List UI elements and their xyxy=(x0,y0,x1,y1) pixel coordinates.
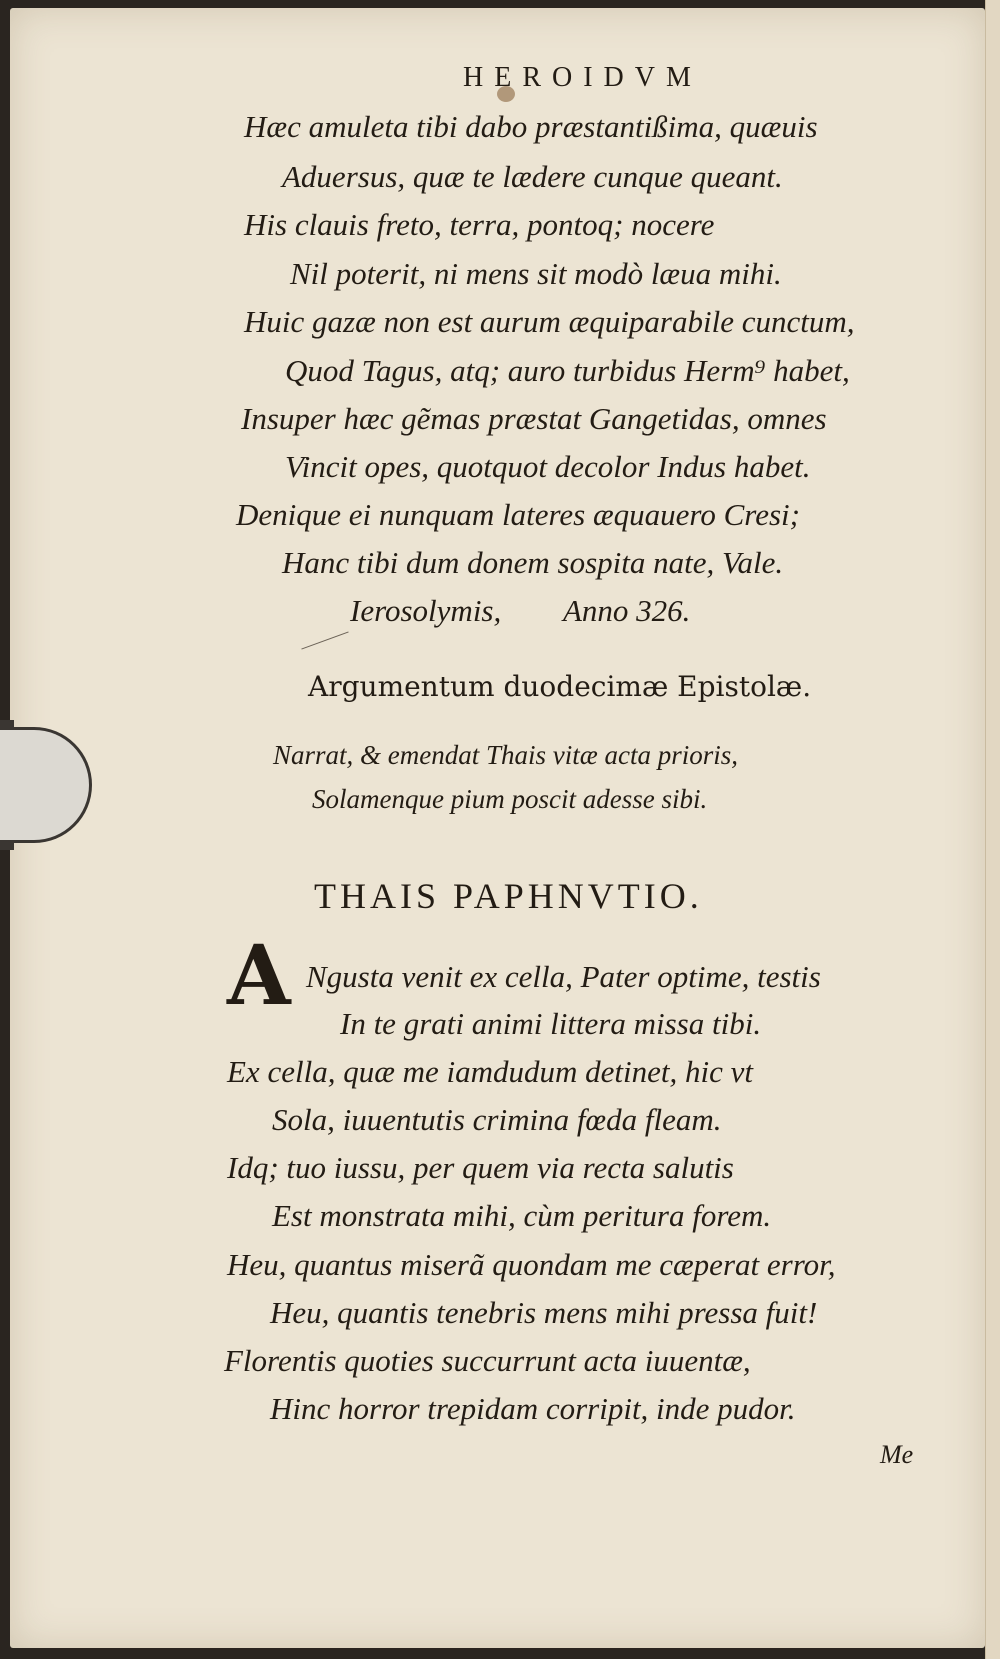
epistle-title: THAIS PAPHNVTIO. xyxy=(314,876,703,916)
epistle-line-3: Ex cella, quæ me iamdudum detinet, hic vt xyxy=(227,1054,754,1089)
verse-line-4: Nil poterit, ni mens sit modò læua mihi. xyxy=(290,256,782,291)
dateline-year: Anno 326. xyxy=(563,593,691,628)
verse-line-9: Denique ei nunquam lateres æquauero Cresi; xyxy=(236,497,800,532)
verse-line-6: Quod Tagus, atq; auro turbidus Herm⁹ habet, xyxy=(285,353,850,388)
epistle-line-7: Heu, quantus miserã quondam me cæperat error, xyxy=(227,1247,836,1282)
verse-line-8: Vincit opes, quotquot decolor Indus habet. xyxy=(285,449,811,484)
epistle-line-4: Sola, iuuentutis crimina fœda fleam. xyxy=(272,1102,722,1137)
verse-line-10: Hanc tibi dum donem sospita nate, Vale. xyxy=(282,545,784,580)
verse-line-1: Hæc amuleta tibi dabo præstantißima, quæuis xyxy=(244,109,818,144)
verse-line-2: Aduersus, quæ te lædere cunque queant. xyxy=(282,159,783,194)
argument-heading: Argumentum duodecimæ Epistolæ. xyxy=(308,670,812,703)
epistle-line-10: Hinc horror trepidam corripit, inde pudor. xyxy=(270,1391,796,1426)
verse-line-7: Insuper hæc gẽmas præstat Gangetidas, omnes xyxy=(241,401,827,436)
next-page-edge xyxy=(985,0,1000,1659)
argument-line-2: Solamenque pium poscit adesse sibi. xyxy=(312,784,708,814)
running-head: HEROIDVM xyxy=(463,62,702,93)
verse-line-5: Huic gazæ non est aurum æquiparabile cunctum, xyxy=(244,304,855,339)
argument-line-1: Narrat, & emendat Thais vitæ acta prioris, xyxy=(273,740,739,770)
epistle-line-2: In te grati animi littera missa tibi. xyxy=(340,1006,762,1041)
dateline-place: Ierosolymis, xyxy=(350,593,502,628)
drop-capital: A xyxy=(227,928,291,1024)
epistle-line-9: Florentis quoties succurrunt acta iuuentæ, xyxy=(224,1343,751,1378)
verse-line-3: His clauis freto, terra, pontoq; nocere xyxy=(244,207,715,242)
epistle-line-1: Ngusta venit ex cella, Pater optime, testis xyxy=(306,959,821,994)
epistle-line-5: Idq; tuo iussu, per quem via recta salutis xyxy=(227,1150,734,1185)
epistle-line-8: Heu, quantis tenebris mens mihi pressa fuit! xyxy=(270,1295,818,1330)
epistle-line-6: Est monstrata mihi, cùm peritura forem. xyxy=(272,1198,772,1233)
catchword: Me xyxy=(880,1440,914,1469)
